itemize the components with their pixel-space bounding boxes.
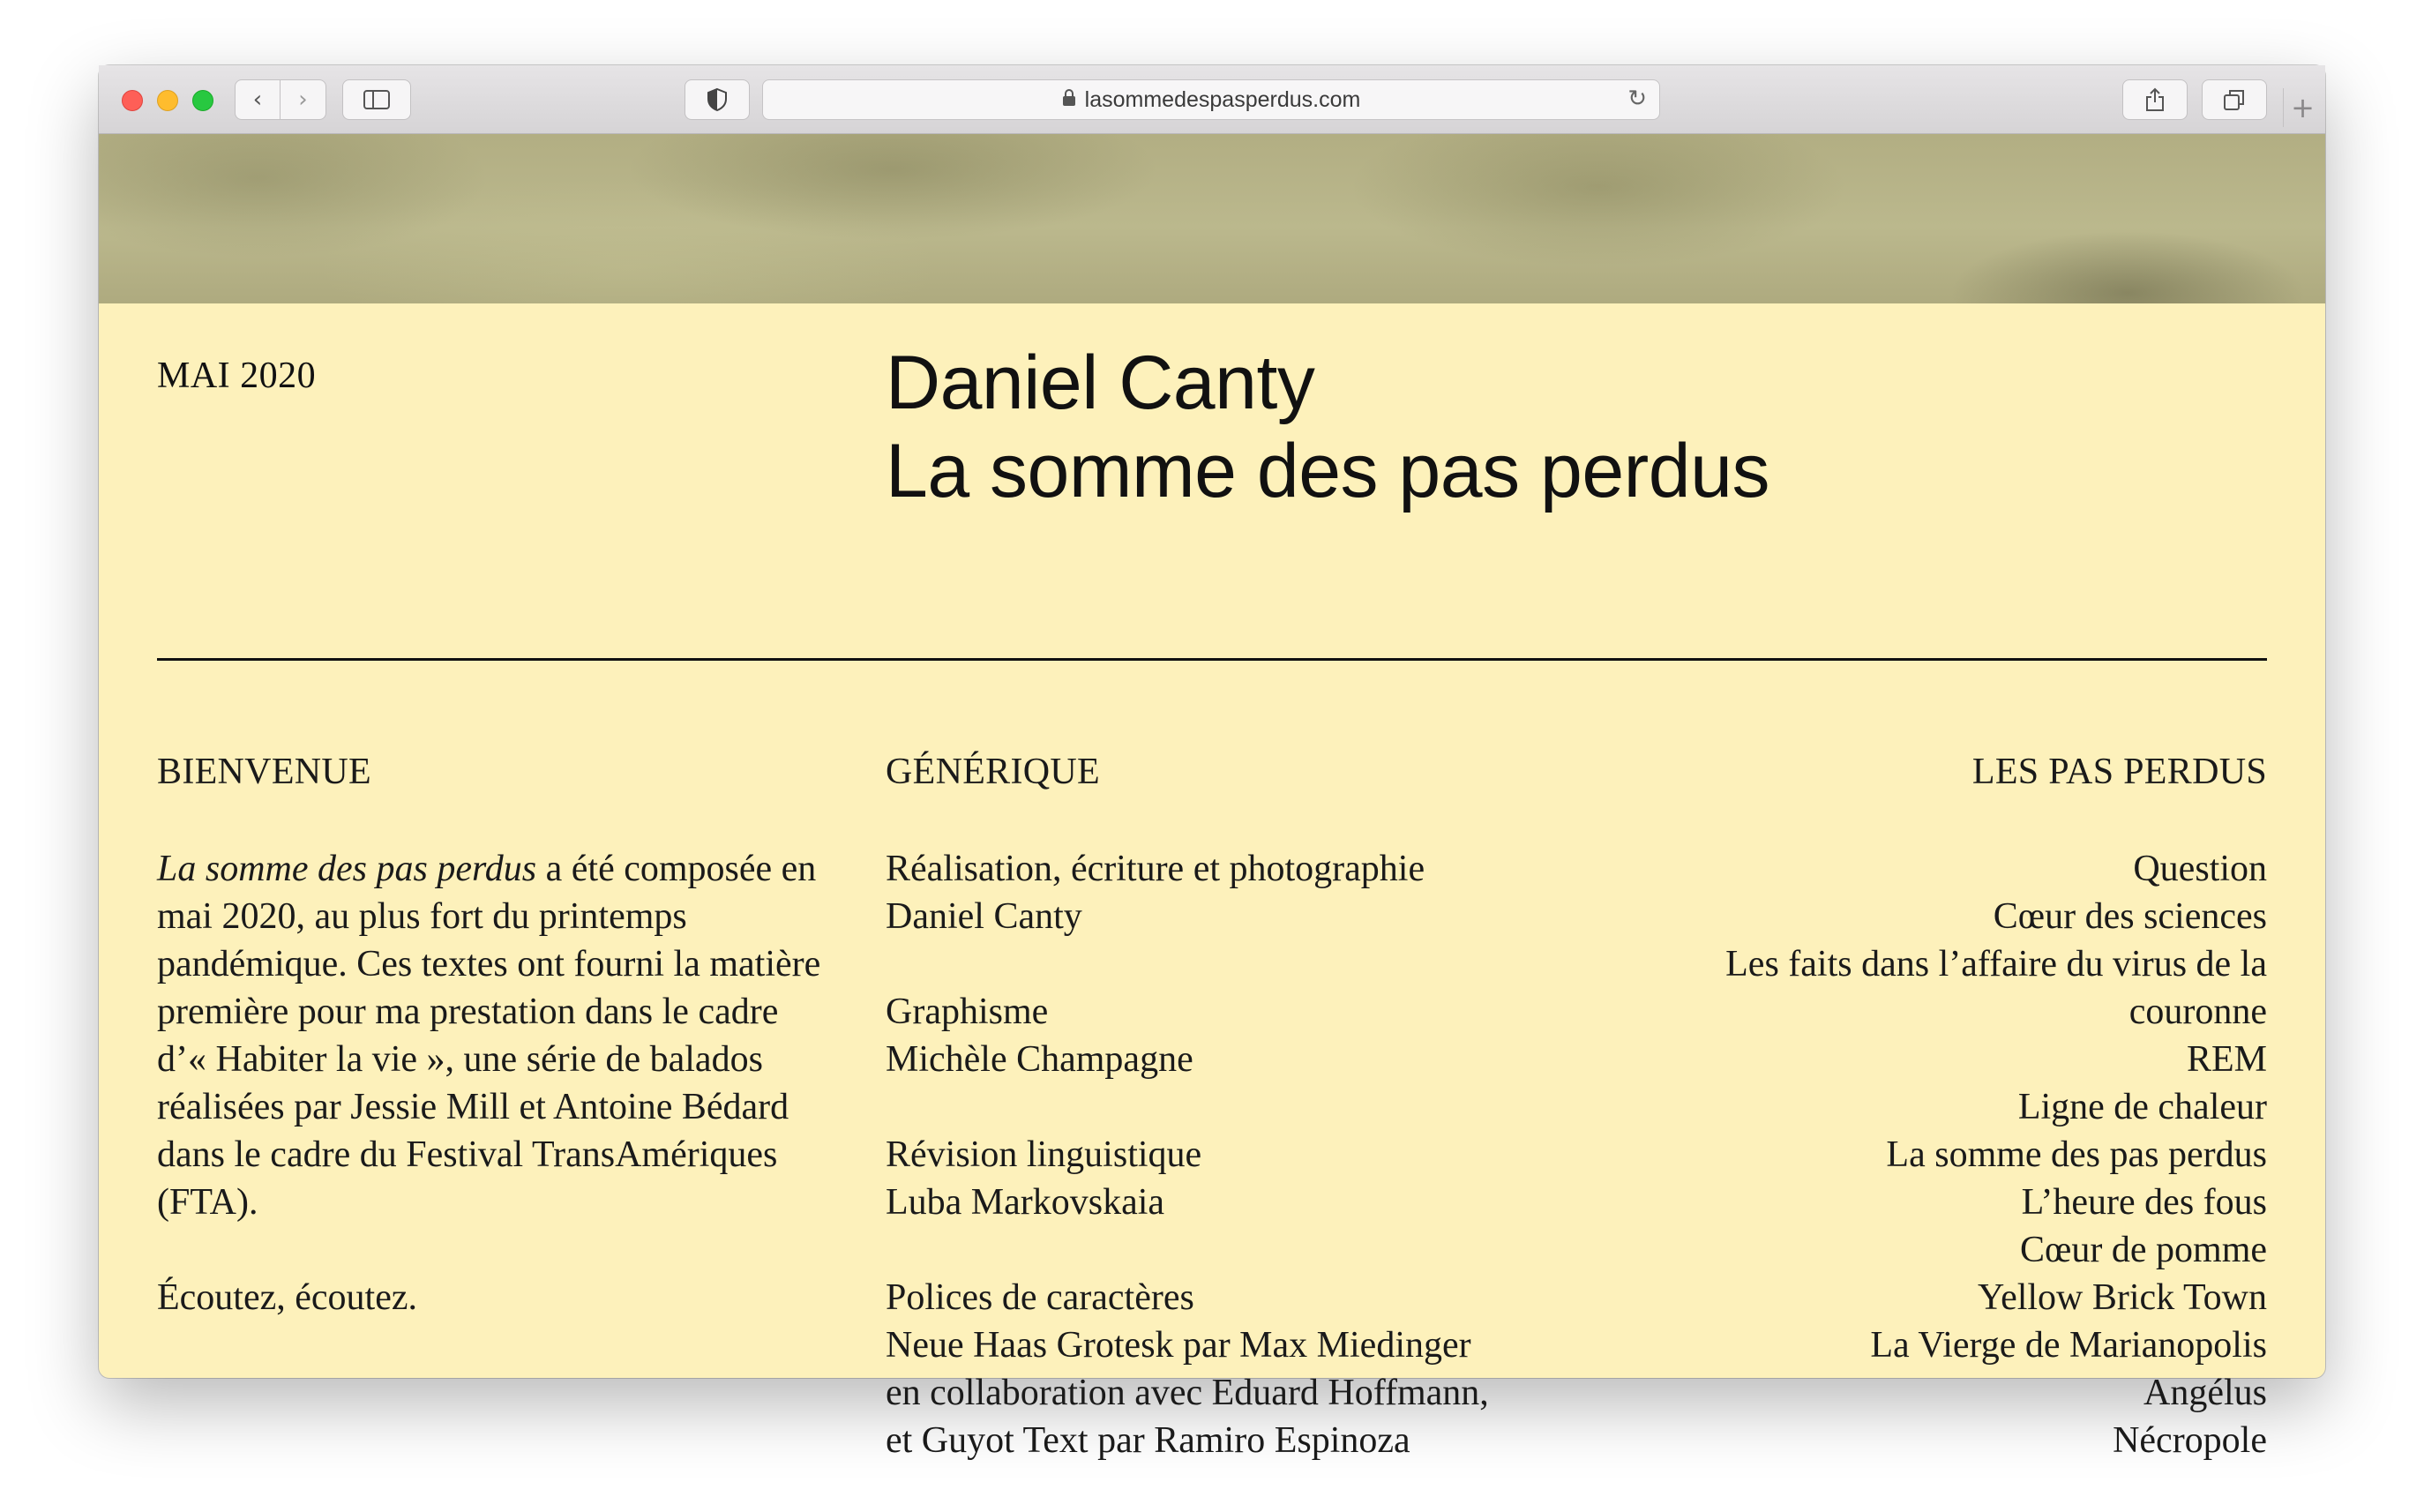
welcome-column <box>157 748 827 1369</box>
title-work: La somme des pas perdus <box>886 429 1769 513</box>
back-button[interactable] <box>236 80 281 119</box>
share-icon <box>2144 87 2166 112</box>
credit-name: Michèle Champagne <box>886 1039 1193 1080</box>
sidebar-icon <box>363 90 390 109</box>
navigation-buttons <box>235 79 326 120</box>
chapter-link-yellow-brick-town[interactable]: Yellow Brick Town <box>1977 1277 2267 1318</box>
chapter-link-coeur-de-pomme[interactable]: Cœur de pomme <box>2020 1230 2267 1270</box>
chapter-list <box>1597 845 2267 1464</box>
tab-overview-button[interactable] <box>2202 79 2267 120</box>
tabs-icon <box>2223 88 2246 111</box>
privacy-report-button[interactable] <box>685 79 750 120</box>
title-author: Daniel Canty <box>886 341 1315 425</box>
header-image <box>99 134 2325 303</box>
chapter-link-question[interactable]: Question <box>2133 849 2267 889</box>
chapter-link-coeur-des-sciences[interactable]: Cœur des sciences <box>1993 896 2267 937</box>
plus-icon: + <box>2291 91 2315 124</box>
credits-column <box>886 748 1556 1512</box>
chapter-link-rem[interactable]: REM <box>2186 1039 2267 1080</box>
chapter-link-necropole[interactable]: Nécropole <box>2113 1420 2267 1461</box>
credit-entry-fonts <box>886 1274 1556 1464</box>
minimize-window-button[interactable] <box>157 90 178 111</box>
page-content <box>99 303 2325 1461</box>
credit-name: Neue Haas Grotesk par Max Miedinger <box>886 1325 1471 1366</box>
divider <box>157 658 2267 661</box>
share-button[interactable] <box>2122 79 2188 120</box>
url-text: lasommedespasperdus.com <box>1084 86 1361 112</box>
chapter-link-vierge-de-marianopolis[interactable]: La Vierge de Marianopolis <box>1870 1325 2267 1366</box>
chapters-heading: LES PAS PERDUS <box>1971 752 2267 792</box>
credit-entry <box>886 845 1556 940</box>
shield-icon <box>707 88 727 111</box>
browser-toolbar <box>99 65 2325 134</box>
chapter-link-la-somme[interactable]: La somme des pas perdus <box>1886 1134 2267 1175</box>
zoom-window-button[interactable] <box>192 90 213 111</box>
credit-name: et Guyot Text par Ramiro Espinoza <box>886 1420 1410 1461</box>
browser-window <box>99 65 2325 1461</box>
chapter-link-ligne-de-chaleur[interactable]: Ligne de chaleur <box>2017 1087 2267 1127</box>
chapter-link-angelus[interactable]: Angélus <box>2143 1373 2267 1413</box>
chapters-column <box>1597 748 2267 1464</box>
credit-entry <box>886 988 1556 1083</box>
chapter-link-les-faits[interactable]: Les faits dans l’affaire du virus de la couronne <box>1725 944 2267 1032</box>
publication-date: MAI 2020 <box>157 356 317 396</box>
chevron-left-icon: ‹ <box>252 86 263 113</box>
forward-button[interactable] <box>281 80 325 119</box>
close-window-button[interactable] <box>122 90 143 111</box>
welcome-closing: Écoutez, écoutez. <box>157 1277 417 1318</box>
credit-role: Révision linguistique <box>886 1134 1202 1175</box>
sidebar-button[interactable] <box>342 79 411 120</box>
page-title <box>886 339 1769 515</box>
chapter-link-heure-des-fous[interactable]: L’heure des fous <box>2021 1182 2267 1223</box>
credit-role: Réalisation, écriture et photographie <box>886 849 1425 889</box>
credit-name: en collaboration avec Eduard Hoffmann, <box>886 1373 1489 1413</box>
welcome-paragraph-text: a été composée en mai 2020, au plus fort du printemps pandémique. Ces textes ont fourni la matière première pour ma prestation dans le cadre d’« Habiter la vie », une série de balados réalisées par Jessie Mill et Antoine Bédard dans le cadre du Festival TransAmériques (FTA). <box>157 849 821 1223</box>
address-bar[interactable] <box>762 79 1660 120</box>
credit-name: Daniel Canty <box>886 896 1082 937</box>
lock-icon <box>1062 87 1076 113</box>
reload-icon[interactable]: ↻ <box>1627 86 1647 112</box>
chevron-right-icon: › <box>298 86 308 113</box>
work-title-italic: La somme des pas perdus <box>157 849 537 889</box>
credit-role: Graphisme <box>886 992 1049 1032</box>
welcome-paragraph <box>157 845 827 1226</box>
new-tab-button[interactable] <box>2283 88 2322 127</box>
credit-role: Polices de caractères <box>886 1277 1194 1318</box>
welcome-text <box>157 845 827 1321</box>
welcome-heading: BIENVENUE <box>157 752 371 792</box>
credits-heading: GÉNÉRIQUE <box>886 752 1100 792</box>
credit-name: Luba Markovskaia <box>886 1182 1165 1223</box>
credit-entry <box>886 1131 1556 1226</box>
